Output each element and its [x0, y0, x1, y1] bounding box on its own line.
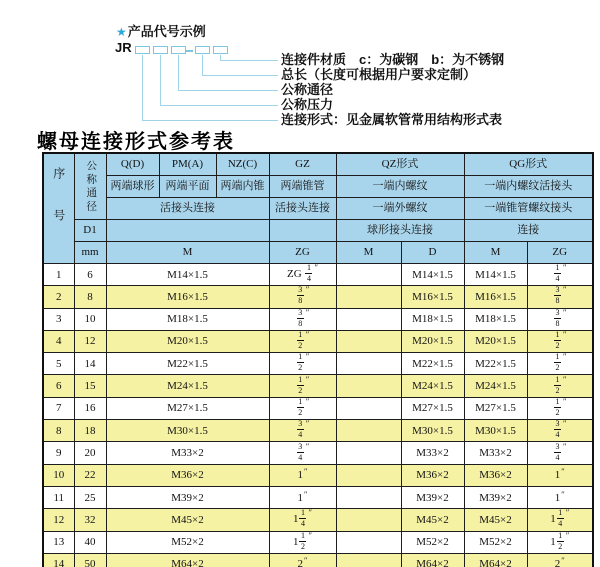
cell-m: M18×1.5: [106, 308, 269, 330]
inch-mark: ″: [561, 488, 565, 499]
code-connector-horizontal: [160, 105, 279, 107]
header-zg-gz: ZG: [269, 242, 336, 264]
cell-m: M36×2: [106, 464, 269, 486]
cell-seq: 11: [43, 486, 74, 508]
header-qz-row4: 球形接头连接: [336, 220, 464, 242]
table-row: [43, 353, 593, 375]
code-connector-vertical: [202, 55, 204, 75]
header-qz-title: QZ形式: [336, 153, 464, 176]
fraction: $\frac{1}{2}$: [298, 397, 303, 417]
header-qg-row4: 连接: [464, 220, 593, 242]
cell-seq: 3: [43, 308, 74, 330]
cell-dn: 15: [74, 375, 106, 397]
cell-gz: [269, 442, 336, 464]
cell-m: M22×1.5: [106, 353, 269, 375]
table-row: [43, 286, 593, 308]
cell-qg-m: M36×2: [464, 464, 527, 486]
cell-dn: 50: [74, 553, 106, 567]
fraction: $\frac{1}{4}$: [555, 263, 560, 284]
table-row: [43, 397, 593, 419]
fraction: $\frac{1}{4}$: [300, 508, 305, 529]
header-qg-title: QG形式: [464, 153, 593, 176]
fraction: $\frac{3}{8}$: [555, 285, 560, 306]
cell-gz: [269, 286, 336, 308]
cell-seq: 13: [43, 531, 74, 553]
cell-qg-m: M64×2: [464, 553, 527, 567]
header-left-connect: 活接头连接: [106, 198, 269, 220]
header-ends-nz: 两端内锥: [216, 176, 269, 198]
table-row: [43, 420, 593, 442]
cell-qz-m: [336, 486, 401, 508]
cell-qz-m: [336, 375, 401, 397]
diagram-title: [116, 21, 206, 40]
header-blank-gz: [269, 220, 336, 242]
cell-m: M20×1.5: [106, 330, 269, 352]
cell-qg-m: M22×1.5: [464, 353, 527, 375]
code-box: [171, 46, 186, 54]
fraction: $\frac{1}{2}$: [555, 374, 560, 395]
table-header: [43, 153, 593, 264]
cell-seq: 5: [43, 353, 74, 375]
cell-qg-m: M39×2: [464, 486, 527, 508]
header-d1: D1: [74, 220, 106, 242]
code-connector-vertical: [142, 55, 144, 120]
inch-mark: ″: [562, 330, 567, 340]
cell-m: M45×2: [106, 509, 269, 531]
fraction: $\frac{1}{2}$: [298, 330, 303, 351]
code-connector-vertical: [178, 55, 180, 90]
header-qg-row3: 一端锥管螺纹接头: [464, 198, 593, 220]
cell-qz-m: [336, 442, 401, 464]
cell-qg-zg: 2″: [527, 553, 593, 567]
cell-qz-m: [336, 353, 401, 375]
cell-seq: 14: [43, 553, 74, 567]
star-icon: ★: [116, 25, 127, 39]
header-gz-connect: 活接头连接: [269, 198, 336, 220]
header-m-left: M: [106, 242, 269, 264]
cell-gz: ZG $\frac{1}{4}$ ″: [269, 264, 336, 286]
header-qz-col1: M: [336, 242, 401, 264]
cell-dn: 8: [74, 286, 106, 308]
inch-mark: ″: [562, 397, 567, 406]
code-label: 公称压力: [281, 97, 334, 112]
code-label: 连接件材质 c：为碳钢 b：为不锈钢: [281, 52, 505, 67]
cell-qz-d: M16×1.5: [401, 286, 464, 308]
inch-mark: ″: [305, 441, 310, 451]
cell-qg-m: M52×2: [464, 531, 527, 553]
cell-qz-d: M22×1.5: [401, 353, 464, 375]
table-row: [43, 509, 593, 531]
header-blank-left: [106, 220, 269, 242]
cell-qz-m: [336, 330, 401, 352]
cell-qz-d: M52×2: [401, 531, 464, 553]
fraction: $\frac{3}{8}$: [555, 308, 560, 328]
cell-m: M16×1.5: [106, 286, 269, 308]
cell-qz-m: [336, 509, 401, 531]
cell-qz-d: M18×1.5: [401, 308, 464, 330]
fraction: $\frac{1}{4}$: [558, 508, 563, 529]
cell-gz: 1 $\frac{1}{2}$ ″: [269, 531, 336, 553]
header-ends-q: 两端球形: [106, 176, 159, 198]
header-qg-col1: M: [464, 242, 527, 264]
cell-qz-d: M20×1.5: [401, 330, 464, 352]
cell-qg-zg: [527, 286, 593, 308]
cell-qz-m: [336, 420, 401, 442]
cell-qg-zg: 1 $\frac{1}{4}$ ″: [527, 509, 593, 531]
fraction: $\frac{3}{8}$: [298, 285, 303, 306]
fraction: $\frac{1}{2}$: [555, 352, 560, 373]
header-code-q: Q(D): [106, 153, 159, 176]
cell-gz: [269, 375, 336, 397]
code-connector-horizontal: [178, 90, 279, 92]
cell-seq: 9: [43, 442, 74, 464]
cell-qz-m: [336, 531, 401, 553]
cell-qg-m: M33×2: [464, 442, 527, 464]
cell-m: M52×2: [106, 531, 269, 553]
cell-qz-d: M33×2: [401, 442, 464, 464]
cell-seq: 12: [43, 509, 74, 531]
inch-mark: ″: [305, 285, 310, 295]
table-row: [43, 330, 593, 352]
cell-qg-zg: [527, 397, 593, 419]
cell-qg-m: M30×1.5: [464, 420, 527, 442]
table-title: 螺母连接形式参考表: [37, 131, 235, 153]
cell-dn: 25: [74, 486, 106, 508]
cell-dn: 12: [74, 330, 106, 352]
cell-qz-m: [336, 553, 401, 567]
cell-qg-m: M18×1.5: [464, 308, 527, 330]
inch-mark: ″: [562, 441, 567, 451]
fraction: $\frac{1}{2}$: [298, 352, 303, 373]
code-box: [213, 46, 228, 54]
table-row: [43, 464, 593, 486]
code-dash: [186, 50, 193, 52]
cell-qg-zg: [527, 264, 593, 286]
cell-qg-m: M45×2: [464, 509, 527, 531]
header-ends-gz: 两端锥管: [269, 176, 336, 198]
cell-seq: 1: [43, 264, 74, 286]
header-qg-row2: 一端内螺纹活接头: [464, 176, 593, 198]
code-label: 公称通径: [281, 82, 334, 97]
fraction: $\frac{3}{4}$: [298, 441, 303, 462]
cell-qz-m: [336, 464, 401, 486]
cell-seq: 6: [43, 375, 74, 397]
header-dn-text: 公称通径: [85, 159, 97, 214]
cell-qg-zg: 1″: [527, 464, 593, 486]
fraction: $\frac{3}{4}$: [555, 441, 560, 462]
inch-mark: ″: [565, 508, 570, 518]
header-code-pm: PM(A): [159, 153, 216, 176]
cell-qz-d: M24×1.5: [401, 375, 464, 397]
diagram-title-text: 产品代号示例: [127, 24, 206, 39]
inch-mark: ″: [562, 285, 567, 295]
cell-gz: [269, 330, 336, 352]
cell-qz-d: M30×1.5: [401, 420, 464, 442]
fraction: $\frac{1}{2}$: [300, 531, 305, 551]
cell-seq: 7: [43, 397, 74, 419]
cell-dn: 10: [74, 308, 106, 330]
cell-m: M30×1.5: [106, 420, 269, 442]
inch-mark: ″: [303, 555, 308, 566]
inch-mark: ″: [308, 508, 313, 518]
inch-mark: ″: [562, 374, 567, 384]
code-box: [135, 46, 150, 54]
cell-gz: 1″: [269, 486, 336, 508]
header-qz-row3: 一端外螺纹: [336, 198, 464, 220]
fraction: $\frac{1}{2}$: [555, 397, 560, 417]
inch-mark: ″: [305, 308, 310, 317]
inch-mark: ″: [303, 488, 308, 499]
cell-qz-m: [336, 264, 401, 286]
code-label: 连接形式：见金属软管常用结构形式表: [281, 112, 503, 127]
table-row: [43, 308, 593, 330]
cell-qz-d: M39×2: [401, 486, 464, 508]
code-connector-horizontal: [220, 60, 279, 62]
cell-m: M64×2: [106, 553, 269, 567]
inch-mark: ″: [305, 374, 310, 384]
cell-qg-zg: [527, 375, 593, 397]
table-row: [43, 531, 593, 553]
reference-table: [42, 152, 594, 567]
cell-qz-m: [336, 286, 401, 308]
cell-qg-m: M27×1.5: [464, 397, 527, 419]
fraction: $\frac{3}{4}$: [298, 419, 303, 440]
cell-dn: 6: [74, 264, 106, 286]
cell-qg-zg: [527, 420, 593, 442]
header-dn: [74, 153, 106, 220]
cell-seq: 2: [43, 286, 74, 308]
code-connector-vertical: [160, 55, 162, 105]
fraction: $\frac{3}{4}$: [555, 419, 560, 440]
cell-dn: 20: [74, 442, 106, 464]
cell-gz: 1 $\frac{1}{4}$ ″: [269, 509, 336, 531]
cell-dn: 22: [74, 464, 106, 486]
header-qz-row2: 一端内螺纹: [336, 176, 464, 198]
fraction: $\frac{1}{2}$: [555, 330, 560, 351]
cell-qz-d: M45×2: [401, 509, 464, 531]
inch-mark: ″: [561, 555, 565, 566]
cell-qz-m: [336, 397, 401, 419]
cell-qz-d: M36×2: [401, 464, 464, 486]
cell-dn: 40: [74, 531, 106, 553]
inch-mark: ″: [562, 419, 567, 429]
code-connector-horizontal: [202, 75, 279, 77]
inch-mark: ″: [562, 352, 567, 362]
cell-gz: [269, 353, 336, 375]
fraction: $\frac{3}{8}$: [298, 308, 303, 328]
cell-gz: [269, 308, 336, 330]
code-box: [153, 46, 168, 54]
cell-gz: [269, 420, 336, 442]
cell-qz-d: M64×2: [401, 553, 464, 567]
cell-dn: 32: [74, 509, 106, 531]
inch-mark: ″: [305, 397, 310, 406]
cell-m: M27×1.5: [106, 397, 269, 419]
cell-m: M33×2: [106, 442, 269, 464]
cell-qg-zg: 1″: [527, 486, 593, 508]
inch-mark: ″: [305, 352, 310, 362]
table-row: [43, 264, 593, 286]
header-seq-text: 序号: [51, 166, 66, 251]
inch-mark: ″: [562, 308, 567, 317]
cell-m: M14×1.5: [106, 264, 269, 286]
inch-mark: ″: [305, 419, 310, 429]
inch-mark: ″: [565, 531, 570, 540]
inch-mark: ″: [561, 466, 565, 477]
code-box: [195, 46, 210, 54]
cell-gz: 1″: [269, 464, 336, 486]
cell-dn: 18: [74, 420, 106, 442]
cell-qz-d: M14×1.5: [401, 264, 464, 286]
cell-qg-zg: [527, 353, 593, 375]
cell-qg-zg: [527, 442, 593, 464]
cell-seq: 10: [43, 464, 74, 486]
code-connector-horizontal: [142, 120, 279, 122]
cell-qz-m: [336, 308, 401, 330]
table-row: [43, 553, 593, 567]
table-row: [43, 486, 593, 508]
cell-qz-d: M27×1.5: [401, 397, 464, 419]
header-qz-col2: D: [401, 242, 464, 264]
cell-qg-m: M16×1.5: [464, 286, 527, 308]
inch-mark: ″: [314, 263, 318, 273]
cell-qg-m: M20×1.5: [464, 330, 527, 352]
code-prefix: JR: [115, 40, 132, 55]
cell-qg-m: M14×1.5: [464, 264, 527, 286]
cell-dn: 16: [74, 397, 106, 419]
header-unit: mm: [74, 242, 106, 264]
header-code-gz: GZ: [269, 153, 336, 176]
cell-gz: 2″: [269, 553, 336, 567]
table-row: [43, 375, 593, 397]
cell-m: M24×1.5: [106, 375, 269, 397]
inch-mark: ″: [305, 330, 310, 340]
inch-mark: ″: [562, 263, 567, 273]
header-qg-col2: ZG: [527, 242, 593, 264]
cell-m: M39×2: [106, 486, 269, 508]
fraction: $\frac{1}{2}$: [298, 374, 303, 395]
table-row: [43, 442, 593, 464]
cell-dn: 14: [74, 353, 106, 375]
cell-seq: 8: [43, 420, 74, 442]
fraction: $\frac{1}{2}$: [558, 531, 563, 551]
cell-qg-m: M24×1.5: [464, 375, 527, 397]
cell-seq: 4: [43, 330, 74, 352]
inch-mark: ″: [308, 531, 313, 540]
header-seq: [43, 153, 74, 264]
cell-qg-zg: [527, 330, 593, 352]
inch-mark: ″: [303, 466, 308, 477]
code-label: 总长（长度可根据用户要求定制）: [281, 67, 477, 82]
header-ends-pm: 两端平面: [159, 176, 216, 198]
cell-qg-zg: [527, 308, 593, 330]
table-body: [43, 264, 593, 567]
cell-gz: [269, 397, 336, 419]
fraction: $\frac{1}{4}$: [306, 263, 311, 284]
cell-qg-zg: 1 $\frac{1}{2}$ ″: [527, 531, 593, 553]
header-code-nz: NZ(C): [216, 153, 269, 176]
